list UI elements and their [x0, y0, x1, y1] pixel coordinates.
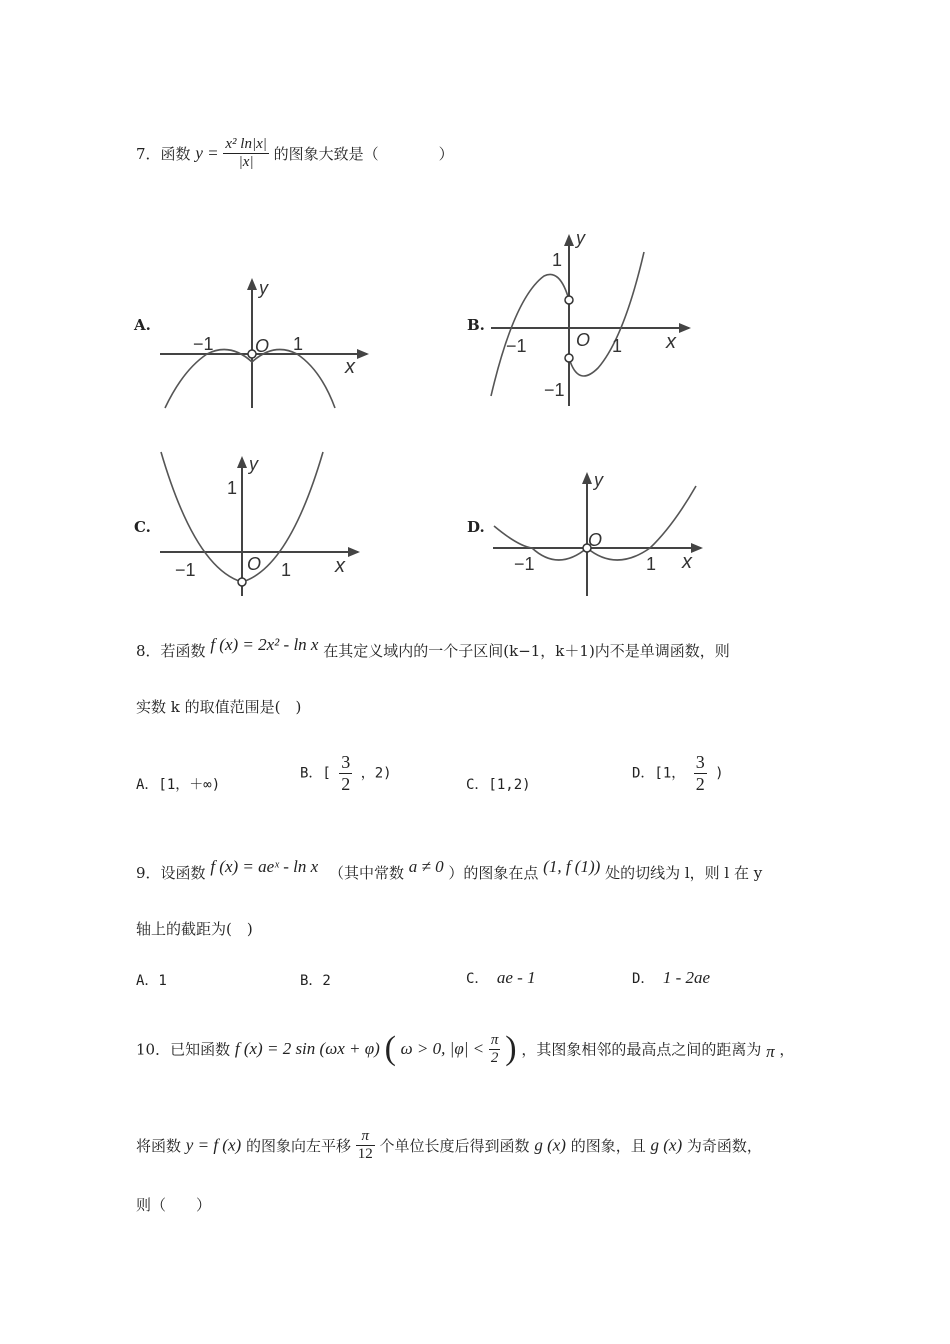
q7-tail: 的图象大致是（ ） [273, 145, 454, 163]
q9-number: 9．设函数 [136, 864, 206, 882]
q8-option-a: A．[1，＋∞) [136, 777, 221, 793]
tick-1-y: 1 [227, 478, 238, 498]
q10-left-paren: ( [384, 1030, 396, 1067]
q10-line2 [136, 1128, 762, 1172]
frac-denominator: 12 [357, 1146, 373, 1162]
q10-line2-f: y = f (x) [185, 1135, 242, 1155]
q8-line1 [136, 635, 730, 661]
q8-option-b-pre: B．[ [300, 765, 331, 782]
q7-option-a-graph [155, 270, 380, 410]
tick-1-x: 1 [281, 560, 292, 580]
x-axis-arrow [348, 547, 360, 557]
y-axis-arrow [237, 456, 247, 468]
q10-line2-c: 个单位长度后得到函数 [379, 1137, 530, 1155]
q7-frac-denominator: |x| [238, 154, 254, 170]
tick-1: 1 [293, 334, 304, 354]
hole-top [565, 296, 573, 304]
q7-option-d-label: D. [467, 518, 485, 536]
y-label: y [249, 454, 258, 474]
q9-option-c [466, 968, 536, 988]
x-axis-arrow [679, 323, 691, 333]
tick-neg1: −1 [514, 554, 535, 574]
q10-comma: ， [779, 1040, 795, 1059]
q9-point: (1, f (1)) [543, 857, 601, 876]
y-label: y [576, 228, 585, 248]
y-axis-arrow [564, 234, 574, 246]
tick-1-y: 1 [552, 250, 563, 270]
q9-tail: 处的切线为 l，则 l 在 y [605, 864, 763, 882]
q9-option-c-expr: ae - 1 [496, 968, 536, 987]
q9-option-b: B．2 [300, 973, 331, 989]
x-label: x [345, 356, 355, 378]
q8-option-b-post: ，2) [360, 765, 392, 782]
q7-option-b-label: B. [467, 316, 485, 334]
x-label: x [666, 331, 676, 353]
frac-numerator: π [356, 1128, 375, 1146]
q9-paren-pre: （其中常数 [328, 864, 404, 882]
q7-fraction [223, 136, 268, 171]
q7-option-c-graph [155, 448, 370, 598]
q10-formula: f (x) = 2 sin (ωx + φ) [234, 1039, 380, 1058]
q9-option-d [632, 968, 710, 988]
q8-option-b [300, 752, 392, 795]
q7-y-eq: y = [195, 143, 219, 163]
y-axis-arrow [247, 278, 257, 290]
q10-right-paren: ) [505, 1030, 517, 1067]
q8-option-d-post: ) [715, 765, 724, 782]
q10-pi: π [766, 1042, 775, 1061]
q7-option-c-label: C. [134, 518, 151, 536]
q9-line1 [136, 857, 763, 883]
q8-option-b-fraction [339, 752, 352, 795]
x-axis-arrow [691, 543, 703, 553]
tick-1-x: 1 [612, 336, 623, 356]
q7-number: 7．函数 [136, 145, 191, 163]
q10-line2-b: 的图象向左平移 [245, 1137, 351, 1155]
q10-line1 [136, 1030, 794, 1074]
x-axis-arrow [357, 349, 369, 359]
q10-line2-a: 将函数 [136, 1137, 182, 1155]
q7-stem [136, 136, 454, 186]
y-axis-arrow [582, 472, 592, 484]
x-label: x [682, 551, 692, 573]
frac-denominator: 2 [490, 1049, 499, 1066]
q9-option-d-pre: D． [632, 971, 655, 987]
q8-option-d [632, 752, 724, 795]
q7-option-a-label: A. [134, 316, 151, 334]
tick-neg1-y: −1 [544, 380, 565, 400]
q9-option-c-pre: C． [466, 971, 489, 987]
q10-g1: g (x) [534, 1135, 566, 1155]
origin-label: O [247, 554, 262, 574]
x-label: x [335, 555, 345, 577]
q8-text1: 在其定义域内的一个子区间(k−1，k＋1)内不是单调函数，则 [323, 642, 730, 660]
q9-option-d-expr: 1 - 2ae [662, 968, 711, 987]
hole-bottom [565, 354, 573, 362]
q10-line2-e: 为奇函数， [686, 1137, 762, 1155]
frac-numerator: π [490, 1031, 499, 1048]
tick-neg1: −1 [193, 334, 214, 354]
q10-shift-fraction [356, 1128, 375, 1163]
q10-g2: g (x) [650, 1135, 683, 1155]
q7-frac-numerator: x² ln|x| [225, 136, 267, 152]
q8-option-d-pre: D．[1， [632, 765, 686, 782]
q9-paren-post: ）的图象在点 [448, 864, 539, 882]
q9-line2: 轴上的截距为( ) [136, 920, 253, 938]
tick-neg1: −1 [175, 560, 196, 580]
q7-option-d-graph [488, 466, 713, 598]
q10-number: 10．已知函数 [136, 1040, 231, 1059]
y-label: y [259, 278, 268, 298]
tick-neg1-x: −1 [506, 336, 527, 356]
q8-option-c: C．[1,2) [466, 777, 531, 793]
q9-option-a: A．1 [136, 973, 167, 989]
tick-1: 1 [646, 554, 657, 574]
origin-label: O [588, 530, 603, 550]
frac-numerator: 3 [341, 752, 351, 772]
q9-formula: f (x) = aeˣ - ln x [210, 857, 319, 876]
q8-line2: 实数 k 的取值范围是( ) [136, 698, 302, 716]
q10-line3: 则（ ） [136, 1196, 212, 1214]
q10-condition-fraction [489, 1032, 501, 1067]
frac-numerator: 3 [695, 752, 705, 772]
frac-denominator: 2 [695, 774, 705, 794]
curve-left [491, 274, 569, 396]
y-label: y [594, 470, 603, 490]
q10-tail: ，其图象相邻的最高点之间的距离为 [521, 1040, 762, 1059]
q8-number: 8．若函数 [136, 642, 206, 660]
origin-label: O [255, 336, 270, 356]
q9-condition: a ≠ 0 [408, 857, 444, 876]
curve-right [569, 252, 644, 376]
q8-option-d-fraction [694, 752, 707, 795]
q7-option-b-graph [486, 228, 701, 408]
frac-denominator: 2 [341, 774, 351, 794]
q10-condition: ω > 0, |φ| < [400, 1039, 485, 1058]
q8-formula: f (x) = 2x² - ln x [210, 635, 319, 654]
q10-line2-d: 的图象，且 [570, 1137, 646, 1155]
origin-label: O [576, 330, 591, 350]
hole-origin [238, 578, 246, 586]
